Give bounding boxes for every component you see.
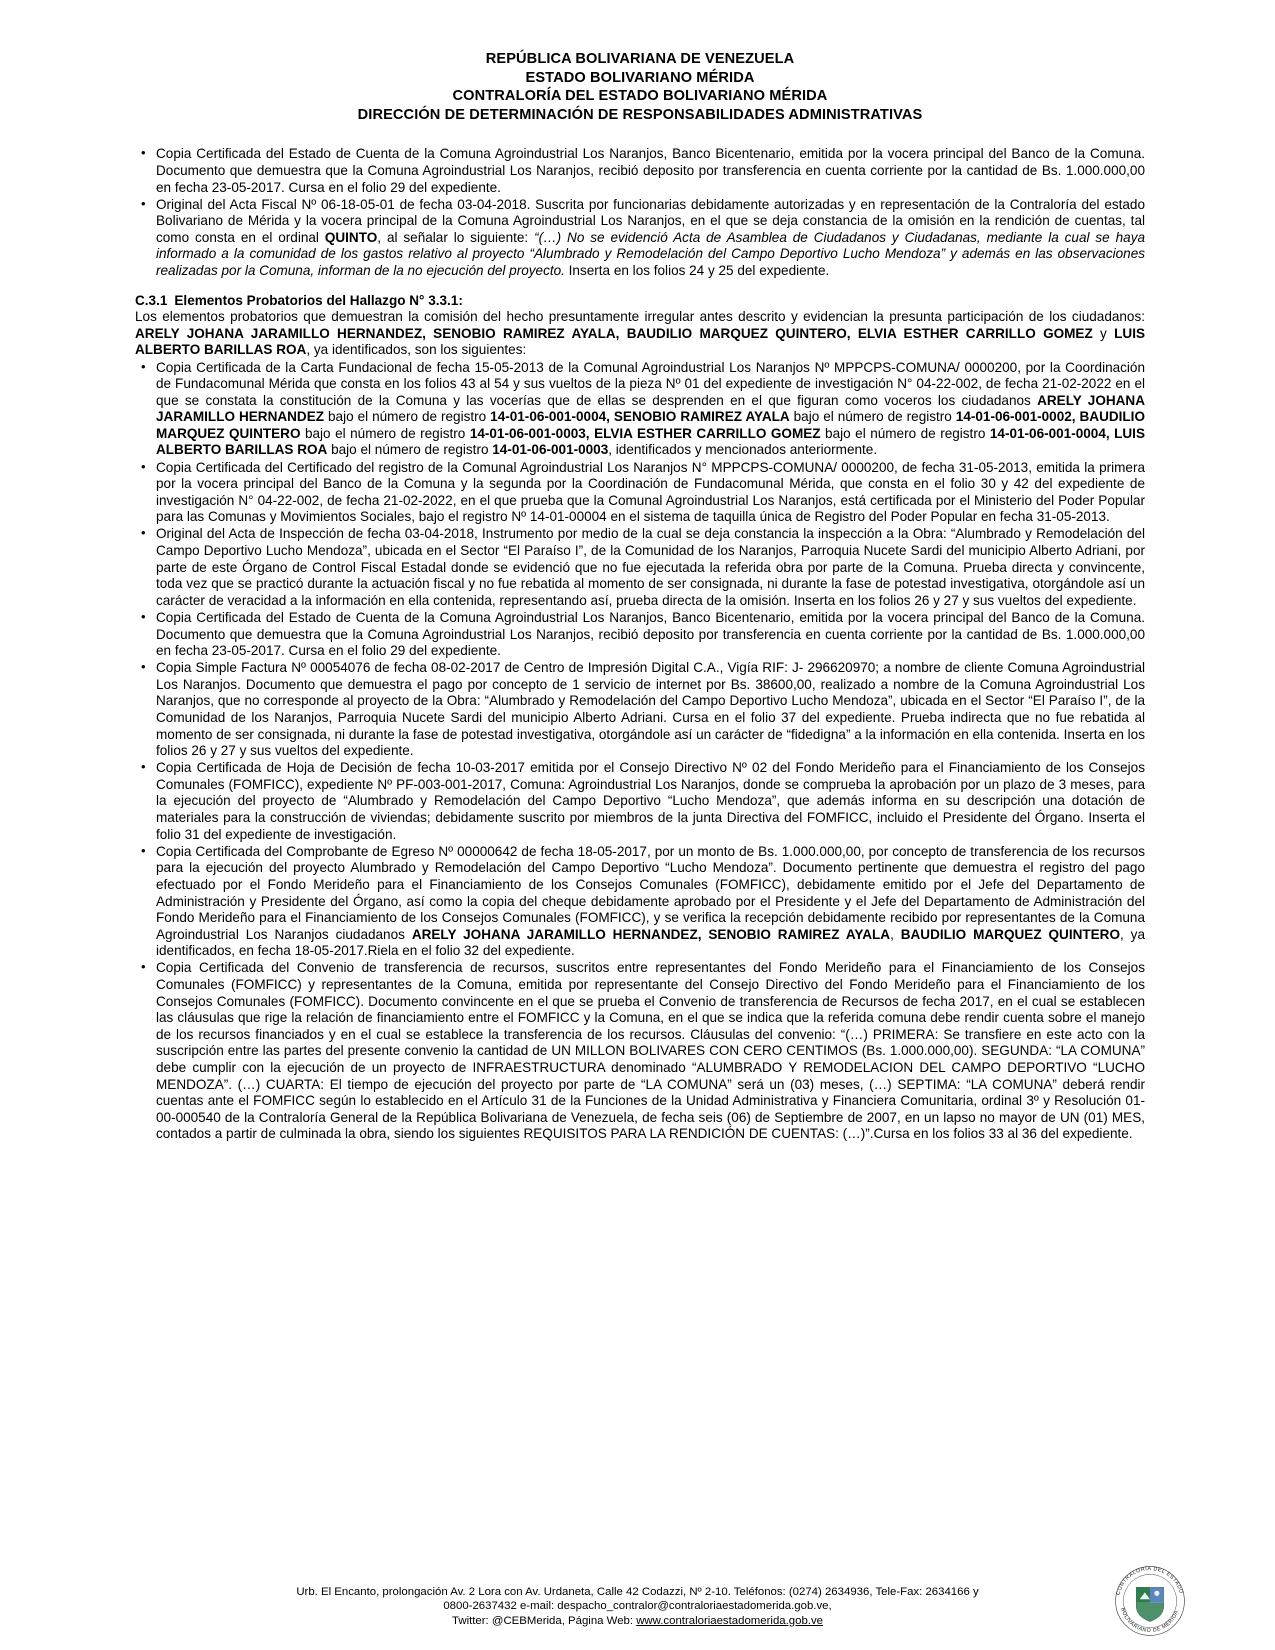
carta-p1: Copia Certificada de la Carta Fundacional de fecha 15-05-2013 de la Comunal Agroindustrial Los Naranjos Nº MPPCPS-COMUNA/ 0000200, por la Coordinación de Fundacomunal Mérida que consta en los folios 43 al 54 y sus vueltos de la pieza Nº 01 del expediente de investigación N° 04-22-002, de fecha 21-02-2022 en el que se constata la constitución de la Comuna y las vocerías que de ellas se desprenden en el que figuran como voceros los ciudadanos — [156, 359, 1145, 408]
bullet-comprobante-egreso — [156, 844, 1145, 960]
carta-name-1: ARELY JOHANA JARAMILLO HERNANDEZ — [156, 392, 1145, 425]
intro-part-2: , ya identificados, son los siguientes: — [306, 342, 527, 358]
letterhead-line-4: DIRECCIÓN DE DETERMINACIÓN DE RESPONSABILIDADES ADMINISTRATIVAS — [357, 106, 923, 123]
carta-p2: bajo el número de registro — [324, 409, 491, 425]
carta-p3: bajo el número de registro — [789, 409, 956, 425]
intro-part-1: Los elementos probatorios que demuestran la comisión del hecho presuntamente irregular antes descrito y evidencian la presunta participación de los ciudadanos: — [135, 309, 1145, 325]
letterhead-line-3: CONTRALORÍA DEL ESTADO BOLIVARIANO MÉRIDA — [452, 88, 828, 105]
bullet-acta-fiscal — [156, 197, 1145, 280]
footer-address-line: Urb. El Encanto, prolongación Av. 2 Lora con Av. Urdaneta, Calle 42 Codazzi, Nº 2-10. Teléfonos: (0274) 2634936, Tele-Fax: 2634166 y — [296, 1585, 979, 1598]
carta-p4: bajo el número de registro — [300, 425, 470, 441]
acta-fiscal-quote: “(…) No se evidenció Acta de Asamblea de Ciudadanos y Ciudadanas, mediante la cual se haya informado a la comunidad de los gastos relativo al proyecto “Alumbrado y Remodelación del Campo Deportivo Lucho Mendoza” y además en las observaciones realizadas por la Comuna, informan de la no ejecución del proyecto. — [156, 229, 1146, 279]
svg-text:CONTRALORÍA DEL ESTADO: CONTRALORÍA DEL ESTADO — [1115, 1566, 1185, 1596]
section-title: Elementos Probatorios del Hallazgo N° 3.3.1: — [174, 292, 463, 308]
acta-fiscal-part1: Original del Acta Fiscal Nº 06-18-05-01 de fecha 03-04-2018. Suscrita por funcionarias debidamente autorizadas y en representación de la Contraloría del estado Bolivariano de Mérida y la vocera principal de la Comuna Agroindustrial Los Naranjos, en el que se deja constancia de la omisión en la rendición de cuentas, tal como consta en el ordinal — [156, 196, 1145, 245]
carta-reg-4: 14-01-06-001-0004, LUIS ALBERTO BARILLAS ROA — [156, 425, 1145, 458]
carta-reg-3: 14-01-06-001-0003, ELVIA ESTHER CARRILLO GOMEZ — [469, 425, 821, 441]
footer-web-line — [0, 1614, 1275, 1628]
section-intro-paragraph — [135, 309, 1145, 359]
egreso-names-1: ARELY JOHANA JARAMILLO HERNANDEZ, SENOBIO RAMIREZ AYALA — [411, 926, 891, 942]
carta-reg-1: 14-01-06-001-0004, SENOBIO RAMIREZ AYALA — [490, 409, 790, 425]
evidence-bullet-list — [135, 360, 1145, 1143]
page-footer — [0, 1585, 1275, 1628]
top-bullet-list — [135, 146, 1145, 279]
list-item — [135, 760, 1145, 843]
acta-fiscal-ordinal: QUINTO — [324, 229, 378, 245]
list-item — [135, 960, 1145, 1143]
egreso-p2: , — [890, 926, 901, 942]
bullet-convenio: • Copia Certificada del Convenio de transferencia de recursos, suscritos entre representantes del Fondo Merideño para el Financiamiento de los Consejos Comunales (FOMFICC) y representantes de la Comuna, emitida por representante del Consejo Directivo del Fondo Merideño para el Financiamiento de los Consejos Comunales (FOMFICC). Documento convincente en el que se prueba el Convenio de transferencia de Recursos de fecha 2017, en el cual se establecen las cláusulas que rige la relación de financiamiento entre el FOMFICC y la Comuna, en el que se indica que la referida comuna debe rendir cuenta sobre el manejo de los recursos financiados y en el cual se establece la transferencia de los recursos. Cláusulas del convenio: “(…) PRIMERA: Se transfiere en este acto con la suscripción entre las partes del presente convenio la cantidad de UN MILLON BOLIVARES CON CERO CENTIMOS (Bs. 1.000.000,00). SEGUNDA: “LA COMUNA” debe cumplir con la ejecución de un proyecto de INFRAESTRUCTURA denominado “ALUMBRADO Y REMODELACION DEL CAMPO DEPORTIVO “LUCHO MENDOZA”. (…) CUARTA: El tiempo de ejecución del proyecto por parte de “LA COMUNA” será un (03) meses, (…) SEPTIMA: “LA COMUNA” deberá rendir cuentas ante el FOMFICC según lo establecido en el Artículo 31 de la Funciones de la Unidad Administrativa y Financiera Comunitaria, ordinal 3º y Resolución 01-00-000540 de la Contraloría General de la República Bolivariana de Venezuela, de fecha seis (06) de Septiembre de 2007, en un lapso no mayor de UN (01) MES, contados a partir de culminada la obra, siendo los siguientes REQUISITOS PARA LA RENDICIÓN DE CUENTAS: (…)”.Cursa en los folios 33 al 36 del expediente. — [156, 960, 1145, 1142]
egreso-p1: Copia Certificada del Comprobante de Egreso Nº 00000642 de fecha 18-05-2017, por un monto de Bs. 1.000.000,00, por concepto de transferencia de los recursos para la ejecución del proyecto Alumbrado y Remodelación del Campo Deportivo “Lucho Mendoza”. Documento pertinente que demuestra el registro del pago efectuado por el Fondo Merideño para el Financiamiento de los Consejos Comunales (FOMFICC), debidamente emitido por el Jefe del Departamento de Administración y Presidente del Órgano, así como la copia del cheque debidamente aprobado por el Presidente y el Jefe del Departamento de Administración del Fondo Merideño para el Financiamiento de los Consejos Comunales (FOMFICC), y se verifica la recepción debidamente recibido por representantes de la Comuna Agroindustrial Los Naranjos ciudadanos — [156, 843, 1145, 942]
acta-fiscal-part3: Inserta en los folios 24 y 25 del expediente. — [564, 263, 830, 279]
intro-names-bold-2: LUIS ALBERTO BARILLAS ROA — [135, 325, 1145, 358]
contraloria-seal-icon — [1107, 1558, 1193, 1644]
footer-web-prefix: Twitter: @CEBMerida, Página Web: — [452, 1614, 637, 1627]
list-item — [135, 460, 1145, 526]
carta-p7: , identificados y mencionados anteriormente. — [608, 442, 878, 458]
footer-email-line: 0800-2637432 e-mail: despacho_contralor@contraloriaestadomerida.gob.ve, — [443, 1600, 832, 1613]
intro-names-bold: ARELY JOHANA JARAMILLO HERNANDEZ, SENOBIO RAMIREZ AYALA, BAUDILIO MARQUEZ QUINTERO, ELVIA ESTHER CARRILLO GOMEZ — [135, 325, 1093, 341]
bullet-estado-cuenta-2: • Copia Certificada del Estado de Cuenta de la Comuna Agroindustrial Los Naranjos, Banco Bicentenario, emitida por la vocera principal del Banco de la Comuna. Documento que demuestra que la Comuna Agroindustrial Los Naranjos, recibió deposito por transferencia en cuenta corriente por la cantidad de Bs. 1.000.000,00 en fecha 23-05-2017. Cursa en el folio 29 del expediente. — [156, 609, 1145, 659]
acta-fiscal-part2: , al señalar lo siguiente: — [377, 229, 535, 245]
egreso-names-2: BAUDILIO MARQUEZ QUINTERO — [900, 926, 1120, 942]
list-item — [135, 526, 1145, 609]
carta-reg-5: 14-01-06-001-0003 — [492, 442, 609, 458]
footer-website-link[interactable]: www.contraloriaestadomerida.gob.ve — [636, 1614, 823, 1627]
letterhead — [135, 50, 1145, 124]
list-item — [135, 660, 1145, 760]
letterhead-line-2: ESTADO BOLIVARIANO MÉRIDA — [525, 69, 755, 86]
egreso-p3: , ya identificados, en fecha 18-05-2017.Riela en el folio 32 del expediente. — [156, 926, 1145, 959]
letterhead-line-1: REPÚBLICA BOLIVARIANA DE VENEZUELA — [485, 51, 795, 67]
carta-p6: bajo el número de registro — [327, 442, 493, 458]
svg-text:BOLIVARIANO DE MÉRIDA: BOLIVARIANO DE MÉRIDA — [1119, 1607, 1180, 1635]
bullet-certificado-registro: • Copia Certificada del Certificado del registro de la Comunal Agroindustrial Los Naranjos N° MPPCPS-COMUNA/ 0000200, de fecha 31-05-2013, emitida la primera por la vocera principal del Banco de la Comuna y la segunda por la Coordinación de Fundacomunal Mérida, que consta en el folio 30 y 42 del expediente de investigación N° 04-22-002, de fecha 21-02-2022, en el que prueba que la Comunal Agroindustrial Los Naranjos, está certificada por el Ministerio del Poder Popular para las Comunas y Movimientos Sociales, bajo el registro Nº 14-01-00004 en el sistema de taquilla única de Registro del Poder Popular en fecha 31-05-2013. — [156, 459, 1145, 525]
section-code: C.3.1 — [135, 292, 168, 308]
bullet-hoja-decision: • Copia Certificada de Hoja de Decisión de fecha 10-03-2017 emitida por el Consejo Directivo Nº 02 del Fondo Merideño para el Financiamiento de los Consejos Comunales (FOMFICC), expediente Nº PF-003-001-2017, Comuna: Agroindustrial Los Naranjos, donde se comprueba la aprobación por un plazo de 3 meses, para la ejecución del proyecto de “Alumbrado y Remodelación del Campo Deportivo “Lucho Mendoza”, que además informa en su descripción una dotación de materiales para la construcción de viviendas; debidamente suscrito por miembros de la junta Directiva del FOMFICC, incluido el Presidente del Órgano. Inserta el folio 31 del expediente de investigación. — [156, 760, 1145, 842]
carta-reg-2: 14-01-06-001-0002, BAUDILIO MARQUEZ QUINTERO — [156, 409, 1145, 441]
section-heading — [135, 293, 1145, 310]
list-item — [135, 844, 1145, 960]
bullet-estado-cuenta-1: • Copia Certificada del Estado de Cuenta de la Comuna Agroindustrial Los Naranjos, Banco Bicentenario, emitida por la vocera principal del Banco de la Comuna. Documento que demuestra que la Comuna Agroindustrial Los Naranjos, recibió deposito por transferencia en cuenta corriente por la cantidad de Bs. 1.000.000,00 en fecha 23-05-2017. Cursa en el folio 29 del expediente. — [156, 146, 1145, 195]
list-item — [135, 360, 1145, 460]
intro-join: y — [1092, 325, 1115, 341]
bullet-carta-fundacional — [156, 360, 1145, 460]
carta-p5: bajo el número de registro — [820, 425, 990, 441]
list-item — [135, 610, 1145, 660]
bullet-factura: • Copia Simple Factura Nº 00054076 de fecha 08-02-2017 de Centro de Impresión Digital C.A., Vigía RIF: J- 296620970; a nombre de cliente Comuna Agroindustrial Los Naranjos. Documento que demuestra el pago por concepto de 1 servicio de internet por Bs. 38600,00, realizado a nombre de la Comuna Agroindustrial Los Naranjos, que no corresponde al proyecto de la Obra: “Alumbrado y Remodelación del Campo Deportivo Lucho Mendoza”, ubicada en el Sector “El Paraíso I”, de la Comunidad de los Naranjos, Parroquia Nucete Sardi del municipio Alberto Adriani. Cursa en el folio 37 del expediente. Prueba indirecta que no fue rebatida al momento de ser consignada, ni durante la fase de potestad investigativa, otorgándole así un carácter de “fidedigna” a la información en ella contenida. Inserta en los folios 26 y 27 y sus vueltos del expediente. — [156, 660, 1145, 759]
list-item — [135, 197, 1145, 280]
list-item — [135, 146, 1145, 196]
bullet-acta-inspeccion: • Original del Acta de Inspección de fecha 03-04-2018, Instrumento por medio de la cual se deja constancia la inspección a la Obra: “Alumbrado y Remodelación del Campo Deportivo Lucho Mendoza”, ubicada en el Sector “El Paraíso I”, de la Comunidad de los Naranjos, Parroquia Nucete Sardi del municipio Alberto Adriani, por parte de este Órgano de Control Fiscal Estadal donde se evidenció que no fue ejecutada la referida obra por parte de la Comuna. Prueba directa y convincente, toda vez que se practicó durante la actuación fiscal y no fue rebatida al momento de ser consignada, ni durante la fase de potestad investigativa, otorgándole así un carácter de veracidad a la información en ella contenida, representando así, prueba directa de la omisión. Inserta en los folios 26 y 27 y sus vueltos del expediente. — [156, 526, 1145, 608]
